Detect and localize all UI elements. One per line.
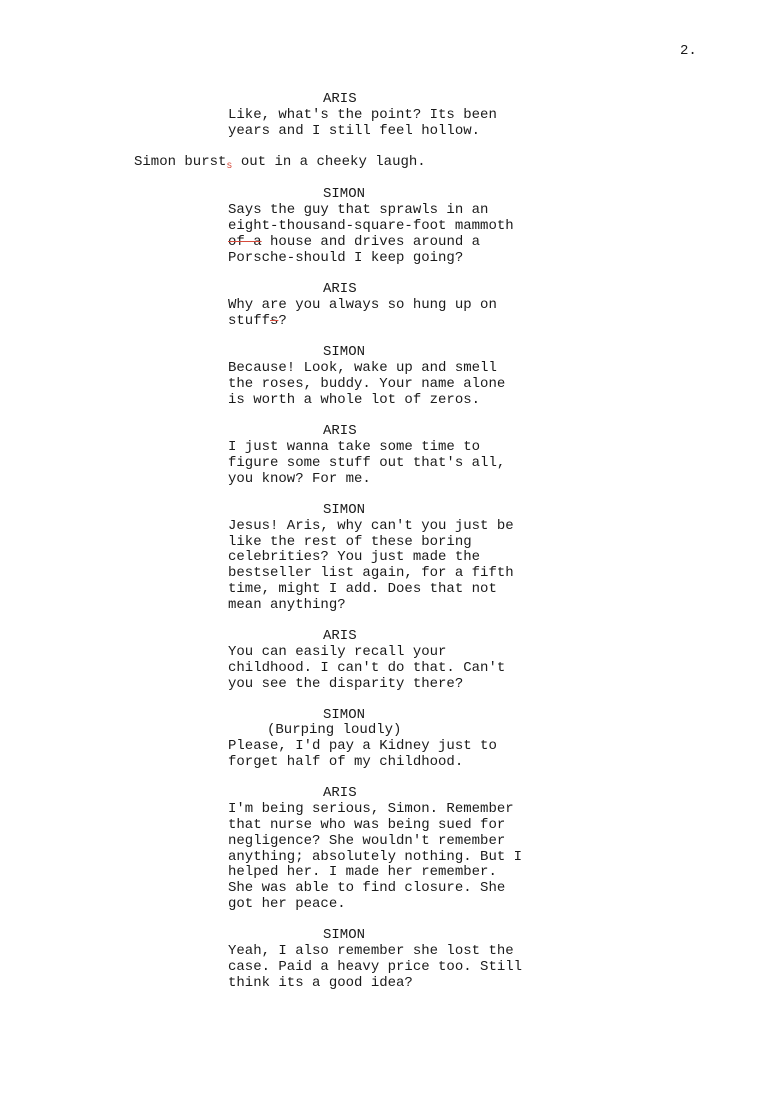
dialogue-line: Jesus! Aris, why can't you just be [228,518,514,534]
dialogue-line: Yeah, I also remember she lost the [228,943,514,959]
dialogue-line: think its a good idea? [228,975,413,991]
dialogue-line: bestseller list again, for a fifth [228,565,514,581]
dialogue-line: anything; absolutely nothing. But I [228,849,523,865]
dialogue-line: Porsche-should I keep going? [228,250,464,266]
page-number: 2. [680,43,697,59]
action-line: Simon burst$_s$ out in a cheeky laugh. [134,154,426,172]
character-name: SIMON [323,707,366,723]
character-name: ARIS [323,628,357,644]
character-name: ARIS [323,281,357,297]
dialogue-line: case. Paid a heavy price too. Still [228,959,523,975]
dialogue-line: Why are you always so hung up on [228,297,497,313]
dialogue-line: you know? For me. [228,471,371,487]
struck-text: s [270,313,279,329]
dialogue-line: Says the guy that sprawls in an [228,202,489,218]
dialogue-line: is worth a whole lot of zeros. [228,392,481,408]
dialogue-line: stuffs? [228,313,287,329]
dialogue-line: Like, what's the point? Its been [228,107,497,123]
dialogue-line: I just wanna take some time to [228,439,481,455]
character-name: SIMON [323,344,366,360]
dialogue-line: got her peace. [228,896,346,912]
dialogue-line: that nurse who was being sued for [228,817,506,833]
character-name: SIMON [323,502,366,518]
dialogue-line: figure some stuff out that's all, [228,455,506,471]
character-name: SIMON [323,927,366,943]
dialogue-line: I'm being serious, Simon. Remember [228,801,514,817]
dialogue-line: the roses, buddy. Your name alone [228,376,506,392]
dialogue-line: years and I still feel hollow. [228,123,481,139]
dialogue-line: childhood. I can't do that. Can't [228,660,506,676]
character-name: ARIS [323,91,357,107]
dialogue-line: of a house and drives around a [228,234,481,250]
dialogue-line: helped her. I made her remember. [228,864,497,880]
dialogue-line: celebrities? You just made the [228,549,481,565]
dialogue-line: like the rest of these boring [228,534,472,550]
dialogue-line: eight-thousand-square-foot mammoth [228,218,514,234]
character-name: ARIS [323,423,357,439]
dialogue-line: time, might I add. Does that not [228,581,497,597]
character-name: ARIS [323,785,357,801]
dialogue-line: you see the disparity there? [228,676,464,692]
dialogue-line: mean anything? [228,597,346,613]
dialogue-line: You can easily recall your [228,644,447,660]
struck-text: of a [228,234,262,250]
dialogue-line: Please, I'd pay a Kidney just to [228,738,497,754]
dialogue-line: Because! Look, wake up and smell [228,360,497,376]
character-name: SIMON [323,186,366,202]
dialogue-line: forget half of my childhood. [228,754,464,770]
dialogue-line: negligence? She wouldn't remember [228,833,506,849]
dialogue-line: She was able to find closure. She [228,880,506,896]
parenthetical: (Burping loudly) [267,722,402,738]
